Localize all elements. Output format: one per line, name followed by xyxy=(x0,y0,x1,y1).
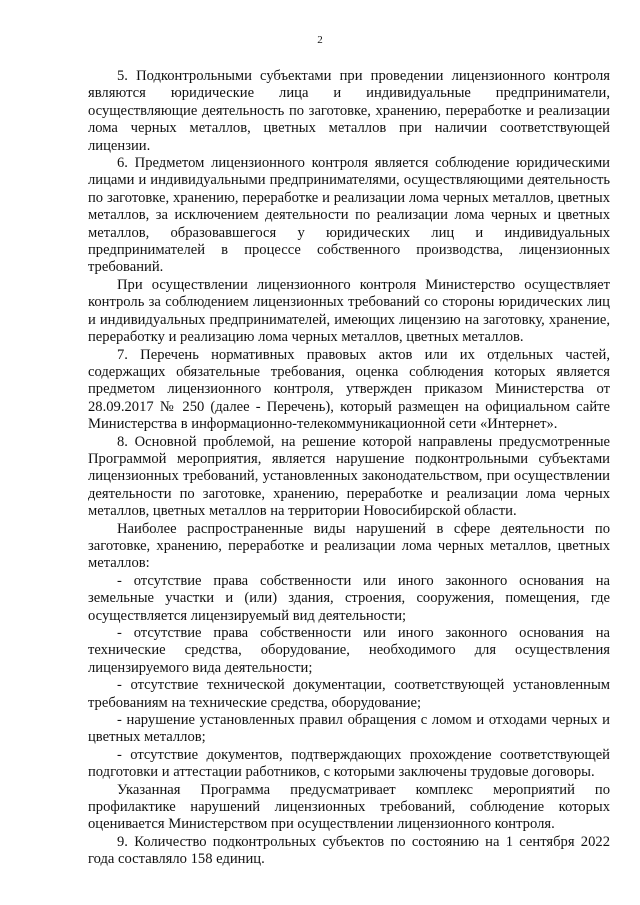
paragraph-7-legal-acts-list: 7. Перечень нормативных правовых актов или их отдельных частей, содержащих обязательные требования, оценка соблюдения которых является предметом лицензионного контроля, утвержден приказом Министерства от 28.09.2017 № 250 (далее - Перечень), который размещен на официальном сайте Министерства в информационно-телекоммуникационной сети «Интернет». xyxy=(88,346,610,433)
list-item-violation-land-rights: - отсутствие права собственности или иного законного основания на земельные участки и (или) здания, строения, сооружения, помещения, где осуществляется лицензируемый вид деятельности; xyxy=(88,572,610,624)
list-item-violation-staff-certification: - отсутствие документов, подтверждающих прохождение соответствующей подготовки и аттестации работников, с которыми заключены трудовые договоры. xyxy=(88,746,610,781)
list-item-violation-technical-docs: - отсутствие технической документации, соответствующей установленным требованиям на технические средства, оборудование; xyxy=(88,677,610,711)
paragraph-8-main-problem: 8. Основной проблемой, на решение которой направлены предусмотренные Программой мероприятия, является нарушение подконтрольными субъектами лицензионных требований, установленных законодательством, при осуществлении деятельности по заготовке, хранению, переработке и реализации лома черных металлов, цветных металлов на территории Новосибирской области. xyxy=(88,433,610,520)
paragraph-5-controlled-subjects: 5. Подконтрольными субъектами при проведении лицензионного контроля являются юридические лица и индивидуальные предприниматели, осуществляющие деятельность по заготовке, хранению, переработке и реализации лома черных металлов, цветных металлов при наличии соответствующей лицензии. xyxy=(88,68,610,154)
paragraph-9-subjects-count: 9. Количество подконтрольных субъектов по состоянию на 1 сентября 2022 года составляло 158 единиц. xyxy=(88,833,610,868)
paragraph-common-violations-intro: Наиболее распространенные виды нарушений в сфере деятельности по заготовке, хранению, переработке и реализации лома черных металлов, цветных металлов: xyxy=(88,520,610,572)
page-number: 2 xyxy=(317,34,323,46)
paragraph-ministry-control: При осуществлении лицензионного контроля Министерство осуществляет контроль за соблюдением лицензионных требований со стороны юридических лиц и индивидуальных предпринимателей, имеющих лицензию на заготовку, хранение, переработку и реализацию лома черных металлов, цветных металлов. xyxy=(88,276,610,346)
paragraph-6-control-subject: 6. Предметом лицензионного контроля является соблюдение юридическими лицами и индивидуальными предпринимателями, осуществляющими деятельность по заготовке, хранению, переработке и реализации лома черных металлов, цветных металлов, за исключением деятельности по реализации лома черных и цветных металлов, образовавшегося у юридических лиц и индивидуальных предпринимателей в процессе собственного производства, лицензионных требований. xyxy=(88,155,610,276)
paragraph-program-measures: Указанная Программа предусматривает комплекс мероприятий по профилактике нарушений лицензионных требований, соблюдение которых оценивается Министерством при осуществлении лицензионного контроля. xyxy=(88,781,610,833)
list-item-violation-equipment-rights: - отсутствие права собственности или иного законного основания на технические средства, оборудование, необходимого для осуществления лицензируемого вида деятельности; xyxy=(88,625,610,676)
list-item-violation-scrap-handling: - нарушение установленных правил обращения с ломом и отходами черных и цветных металлов; xyxy=(88,712,610,746)
document-body xyxy=(88,68,610,869)
